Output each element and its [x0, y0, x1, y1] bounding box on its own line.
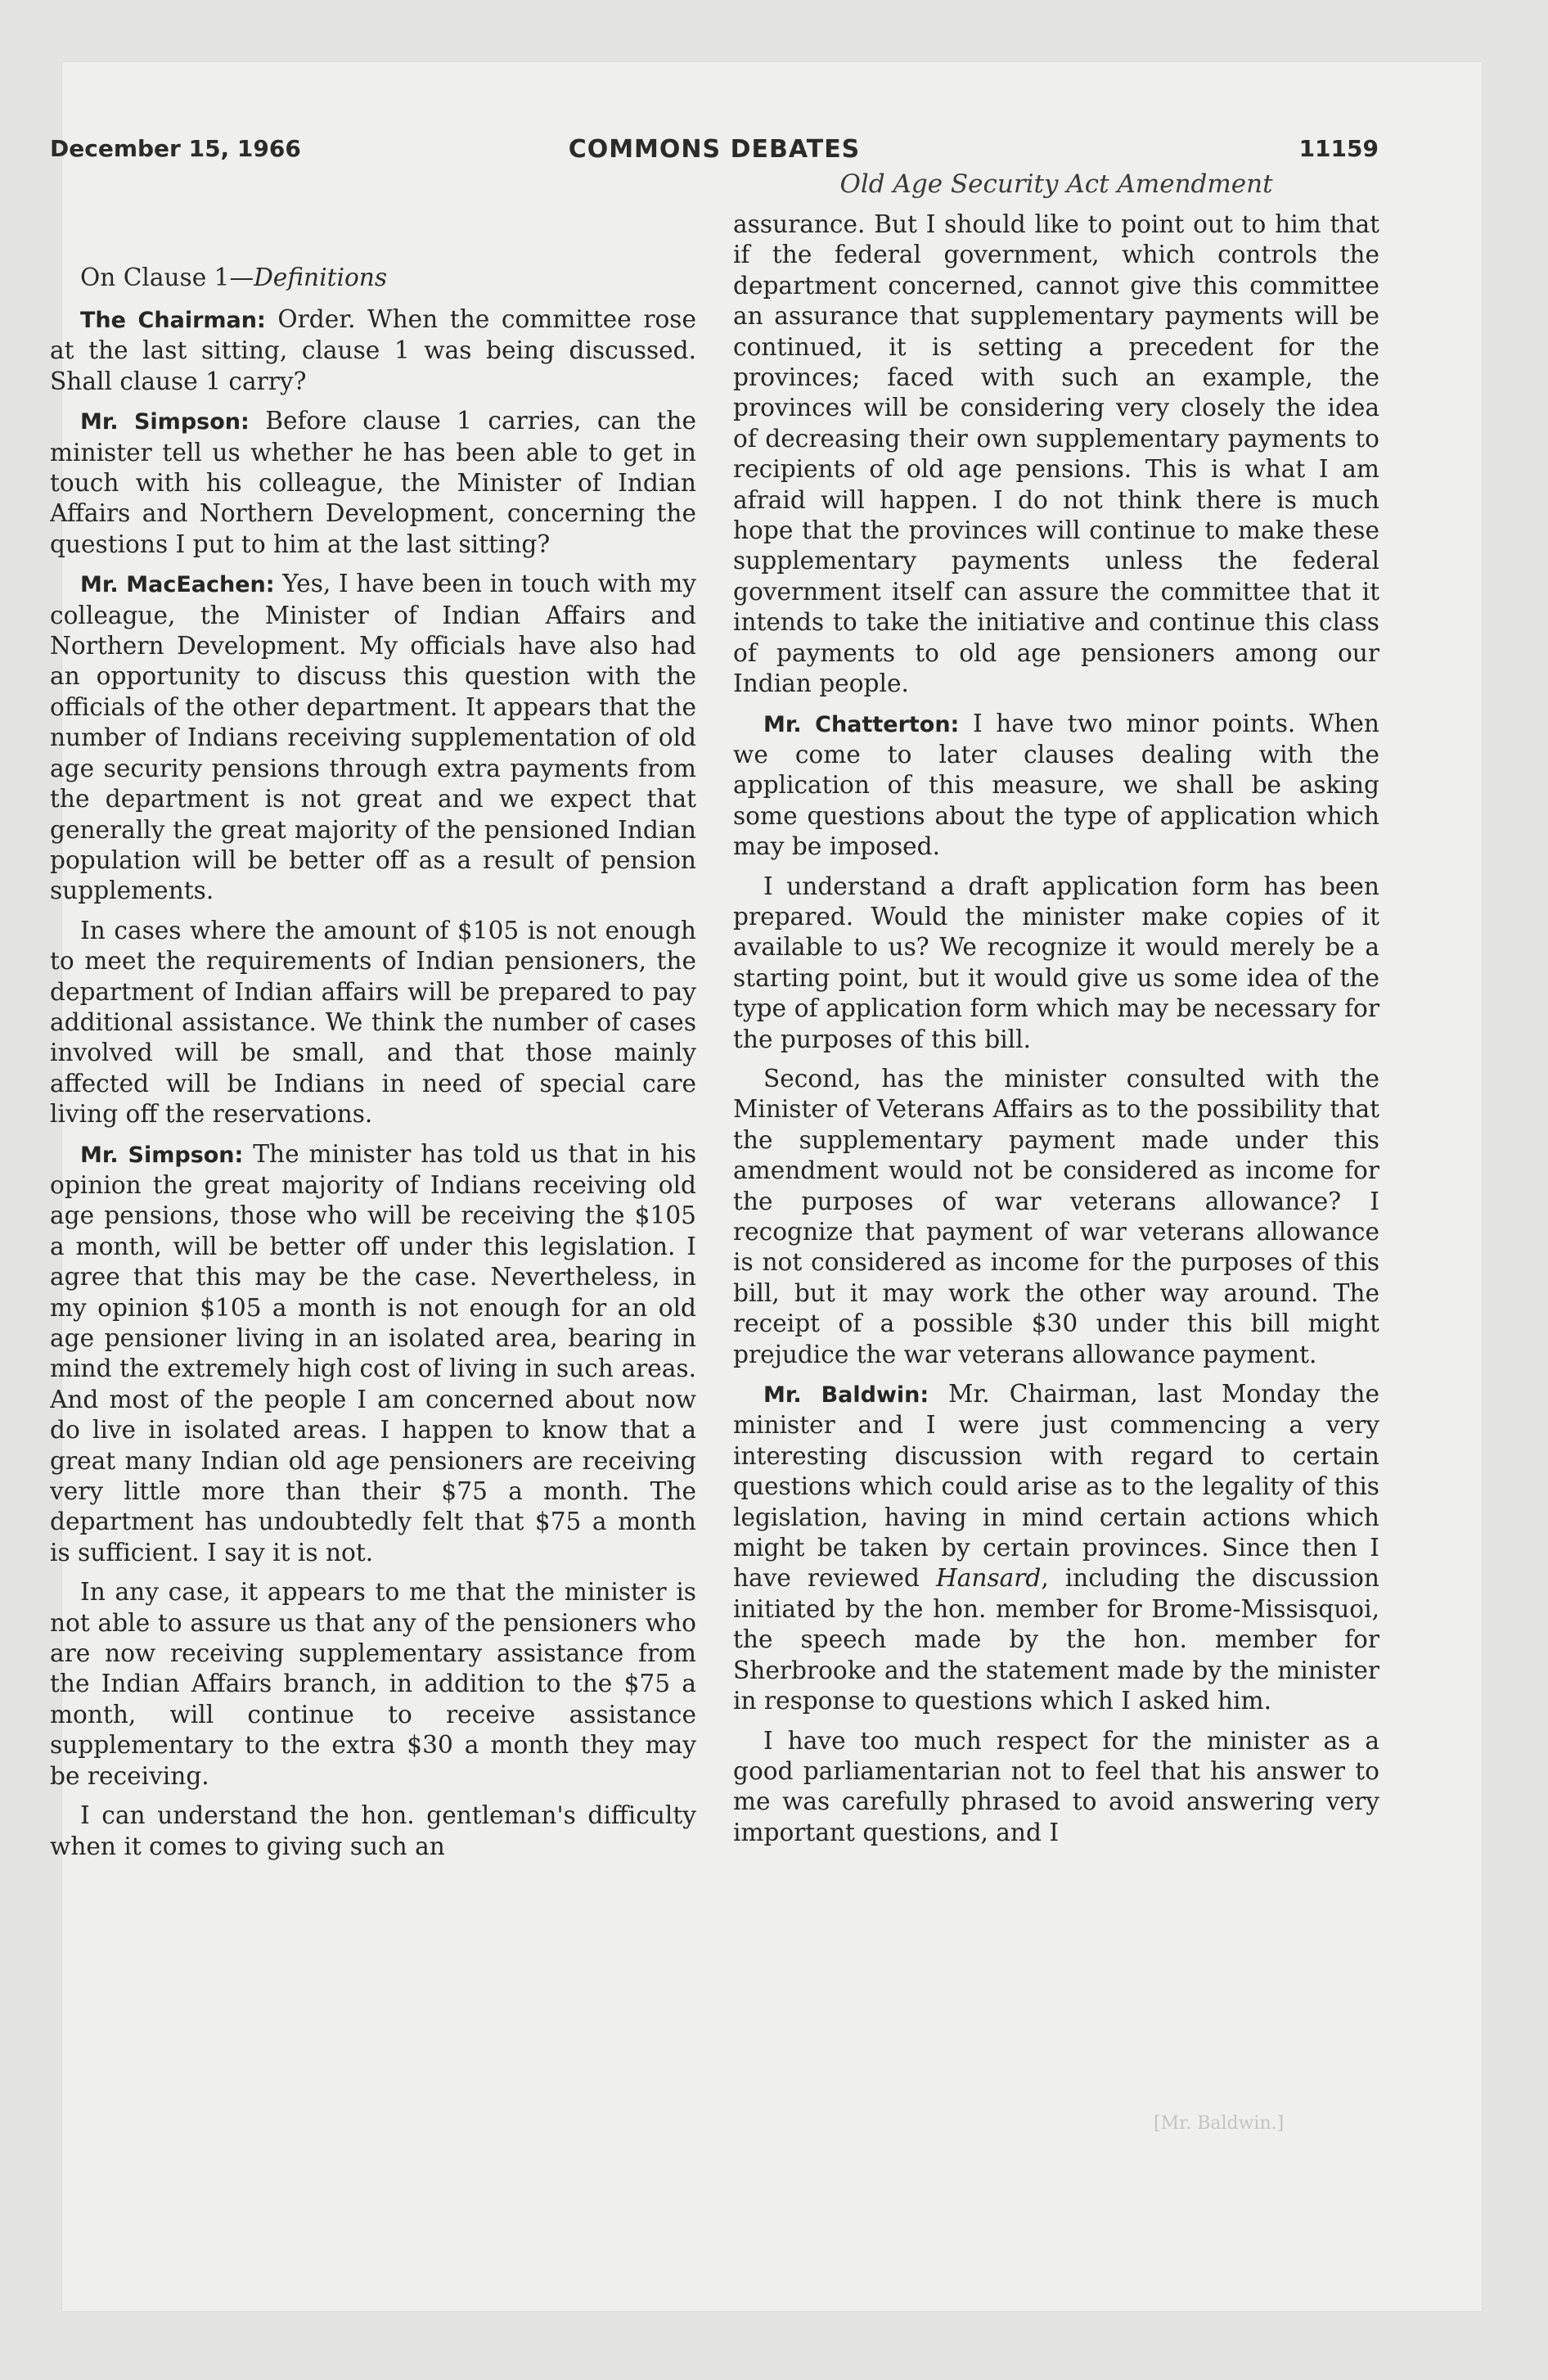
paragraph: In any case, it appears to me that the minister is not able to assure us that any of the pensioners who are now receiving supplementary assistance from the Indian Affairs branch, in addition to the $75 a month, will continue to receive assistance supplementary to the extra $30 a month they may be receiving.	[50, 1578, 696, 1790]
speaker-name: Mr. Chatterton:	[763, 711, 960, 737]
speaker-name: Mr. Simpson:	[80, 1142, 244, 1168]
header-title: COMMONS DEBATES	[568, 135, 861, 164]
paragraph-text: , including the discussion initiated by the hon. member for Brome-Missisquoi, the speech made by the hon. member for Sherbrooke and the statement made by the minister in response to questions which I asked him.	[733, 1564, 1379, 1715]
subhead-italic: Definitions	[254, 264, 388, 291]
header-date: December 15, 1966	[50, 135, 301, 162]
speaker-name: Mr. Simpson:	[80, 409, 250, 435]
right-column	[733, 210, 1379, 2149]
hansard-italic: Hansard	[935, 1564, 1042, 1593]
paragraph: I understand a draft application form has been prepared. Would the minister make copies of it available to us? We recognize it would merely be a starting point, but it would give us some idea of the type of application form which may be necessary for the purposes of this bill.	[733, 872, 1379, 1053]
paragraph	[733, 1379, 1379, 1716]
paragraph	[733, 709, 1379, 863]
paragraph: I have too much respect for the minister as a good parliamentarian not to feel that his answer to me was carefully phrased to avoid answering very important questions, and I	[733, 1726, 1379, 1846]
subhead-prefix: On Clause 1—	[80, 264, 254, 291]
paragraph	[50, 304, 696, 397]
paragraph	[50, 1139, 696, 1569]
paragraph-text: Before clause 1 carries, can the minister tell us whether he has been able to get in touch with his colleague, the Minister of Indian Affairs and Northern Development, concerning the questions I put to him at the last sitting?	[50, 407, 696, 558]
paragraph-text: Order. When the committee rose at the last sitting, clause 1 was being discussed. Shall clause 1 carry?	[50, 305, 696, 395]
running-head: Old Age Security Act Amendment	[839, 169, 1273, 199]
paragraph: In cases where the amount of $105 is not enough to meet the requirements of Indian pensioners, the department of Indian affairs will be prepared to pay additional assistance. We think the number of cases involved will be small, and that those mainly affected will be Indians in need of special care living off the reservations.	[50, 916, 696, 1129]
paragraph: Second, has the minister consulted with the Minister of Veterans Affairs as to the possibility that the supplementary payment made under this amendment would not be considered as income for the purposes of war veterans allowance? I recognize that payment of war veterans allowance is not considered as income for the purposes of this bill, but it may work the other way around. The receipt of a possible $30 under this bill might prejudice the war veterans allowance payment.	[733, 1064, 1379, 1368]
speaker-name: Mr. Baldwin:	[763, 1382, 929, 1409]
left-column	[50, 263, 696, 2153]
paragraph-text: Mr. Chairman, last Monday the minister and I were just commencing a very interesting discussion with regard to certain questions which could arise as to the legality of this legislation, having in mind certain actions which might be taken by certain provinces. Since then I have reviewed	[733, 1380, 1379, 1593]
paragraph	[50, 569, 696, 906]
paragraph	[50, 406, 696, 560]
paragraph: assurance. But I should like to point out to him that if the federal government, which controls the department concerned, cannot give this committee an assurance that supplementary payments will be continued, it is setting a precedent for the provinces; faced with such an example, the provinces will be considering very closely the idea of decreasing their own supplementary payments to recipients of old age pensions. This is what I am afraid will happen. I do not think there is much hope that the provinces will continue to make these supplementary payments unless the federal government itself can assure the committee that it intends to take the initiative and continue this class of payments to old age pensioners among our Indian people.	[733, 210, 1379, 698]
paragraph-text: Yes, I have been in touch with my colleague, the Minister of Indian Affairs and Northern Development. My officials have also had an opportunity to discuss this question with the officials of the other department. It appears that the number of Indians receiving supplementation of old age security pensions through extra payments from the department is not great and we expect that generally the great majority of the pensioned Indian population will be better off as a result of pension supplements.	[50, 570, 696, 905]
paragraph: I can understand the hon. gentleman's difficulty when it comes to giving such an	[50, 1801, 696, 1860]
page-header	[50, 135, 1379, 173]
footer-reference: [Mr. Baldwin.]	[1154, 2113, 1285, 2134]
clause-subhead	[80, 263, 696, 293]
paragraph-text: I have two minor points. When we come to later clauses dealing with the application of this measure, we shall be asking some questions about the type of application which may be imposed.	[733, 709, 1379, 861]
speaker-name: Mr. MacEachen:	[80, 572, 275, 598]
header-page-number: 11159	[1298, 135, 1379, 162]
speaker-name: The Chairman:	[80, 308, 266, 333]
paragraph-text: The minister has told us that in his opinion the great majority of Indians receiving old age pensions, those who will be receiving the $105 a month, will be better off under this legislation. I agree that this may be the case. Nevertheless, in my opinion $105 a month is not enough for an old age pensioner living in an isolated area, bearing in mind the extremely high cost of living in such areas. And most of the people I am concerned about now do live in isolated areas. I happen to know that a great many Indian old age pensioners are receiving very little more than their $75 a month. The department has undoubtedly felt that $75 a month is sufficient. I say it is not.	[50, 1139, 696, 1566]
